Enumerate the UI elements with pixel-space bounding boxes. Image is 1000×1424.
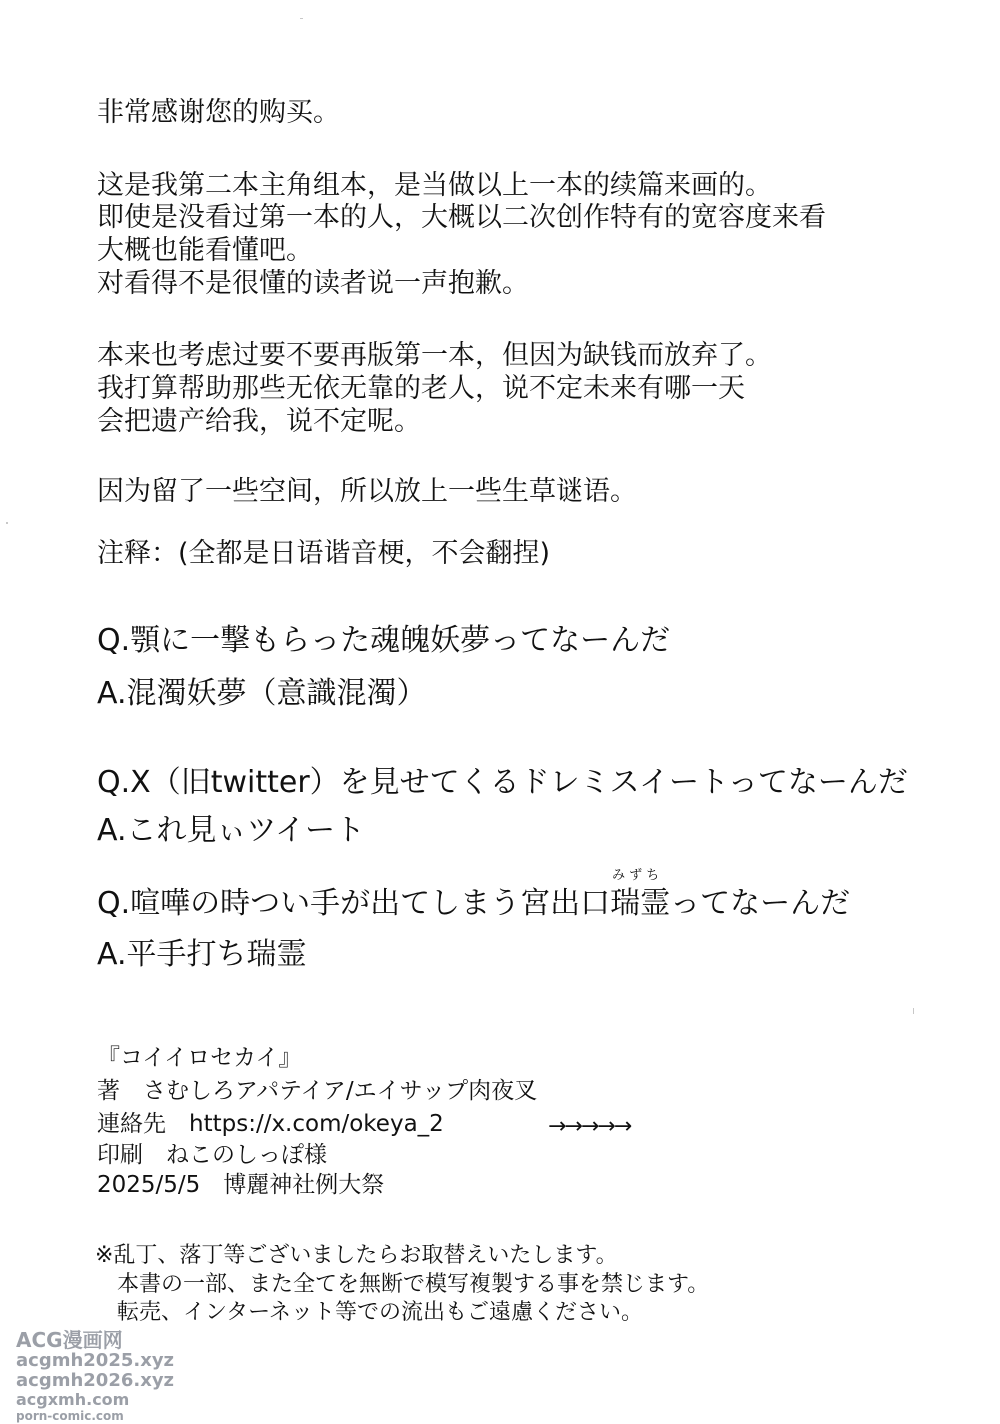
watermark-line: acgmh2026.xyz xyxy=(16,1370,175,1391)
para1-line-1: 这是我第二本主角组本，是当做以上一本的续篇来画的。 xyxy=(97,170,772,201)
colophon-author: 著 さむしろアパテイア/エイサップ肉夜叉 xyxy=(97,1078,538,1104)
riddle-question-3-start: Q.喧嘩の時つい手が出てしまう宮出口 xyxy=(97,886,611,921)
riddle-question-2: Q.X（旧twitter）を見せてくるドレミスイートってなーんだ xyxy=(97,765,908,800)
notice-line-1: ※乱丁、落丁等ございましたらお取替えいたします。 xyxy=(95,1243,618,1268)
note-line: 注释：(全都是日语谐音梗，不会翻捏) xyxy=(97,538,551,569)
riddle-answer-3: A.平手打ち瑞霊 xyxy=(97,937,307,972)
colophon-title: 『コイイロセカイ』 xyxy=(97,1045,302,1071)
watermark-line: porn-comic.com xyxy=(16,1409,124,1423)
para3-line: 因为留了一些空间，所以放上一些生草谜语。 xyxy=(97,476,637,507)
riddle-answer-1: A.混濁妖夢（意識混濁） xyxy=(97,676,427,711)
watermark-line: acgxmh.com xyxy=(16,1390,130,1409)
ruby-reading: みずち xyxy=(612,868,664,883)
para2-line-2: 我打算帮助那些无依无靠的老人，说不定未来有哪一天 xyxy=(97,373,745,404)
para1-line-3: 大概也能看懂吧。 xyxy=(97,235,313,266)
ruby-mizuchi xyxy=(610,868,671,921)
ruby-base: 瑞霊 xyxy=(610,886,671,921)
scan-speck xyxy=(6,522,8,524)
colophon-event: 2025/5/5 博麗神社例大祭 xyxy=(97,1172,385,1198)
riddle-question-1: Q.顎に一撃もらった魂魄妖夢ってなーんだ xyxy=(97,623,671,658)
para2-line-1: 本来也考虑过要不要再版第一本，但因为缺钱而放弃了。 xyxy=(97,340,772,371)
scan-speck xyxy=(300,18,303,19)
para1-line-2: 即使是没看过第一本的人，大概以二次创作特有的宽容度来看 xyxy=(97,202,826,233)
watermark-line: acgmh2025.xyz xyxy=(16,1350,175,1371)
riddle-question-3 xyxy=(97,868,851,921)
scan-speck xyxy=(913,1008,914,1014)
thanks-line: 非常感谢您的购买。 xyxy=(97,97,340,128)
para2-line-3: 会把遗产给我，说不定呢。 xyxy=(97,406,421,437)
riddle-question-3-end: ってなーんだ xyxy=(670,886,851,921)
watermark-logo: ACG漫画网 xyxy=(16,1328,123,1352)
notice-line-2: 本書の一部、また全てを無断で模写複製する事を禁じます。 xyxy=(117,1272,710,1297)
riddle-answer-2: A.これ見ぃツイート xyxy=(97,813,366,848)
arrow-row: →→→→→ xyxy=(548,1114,631,1139)
para1-line-4: 对看得不是很懂的读者说一声抱歉。 xyxy=(97,268,529,299)
notice-line-3: 転売、インターネット等での流出もご遠慮ください。 xyxy=(117,1300,644,1325)
colophon-printer: 印刷 ねこのしっぽ様 xyxy=(97,1142,327,1168)
colophon-contact: 連絡先 https://x.com/okeya_2 xyxy=(97,1111,444,1137)
